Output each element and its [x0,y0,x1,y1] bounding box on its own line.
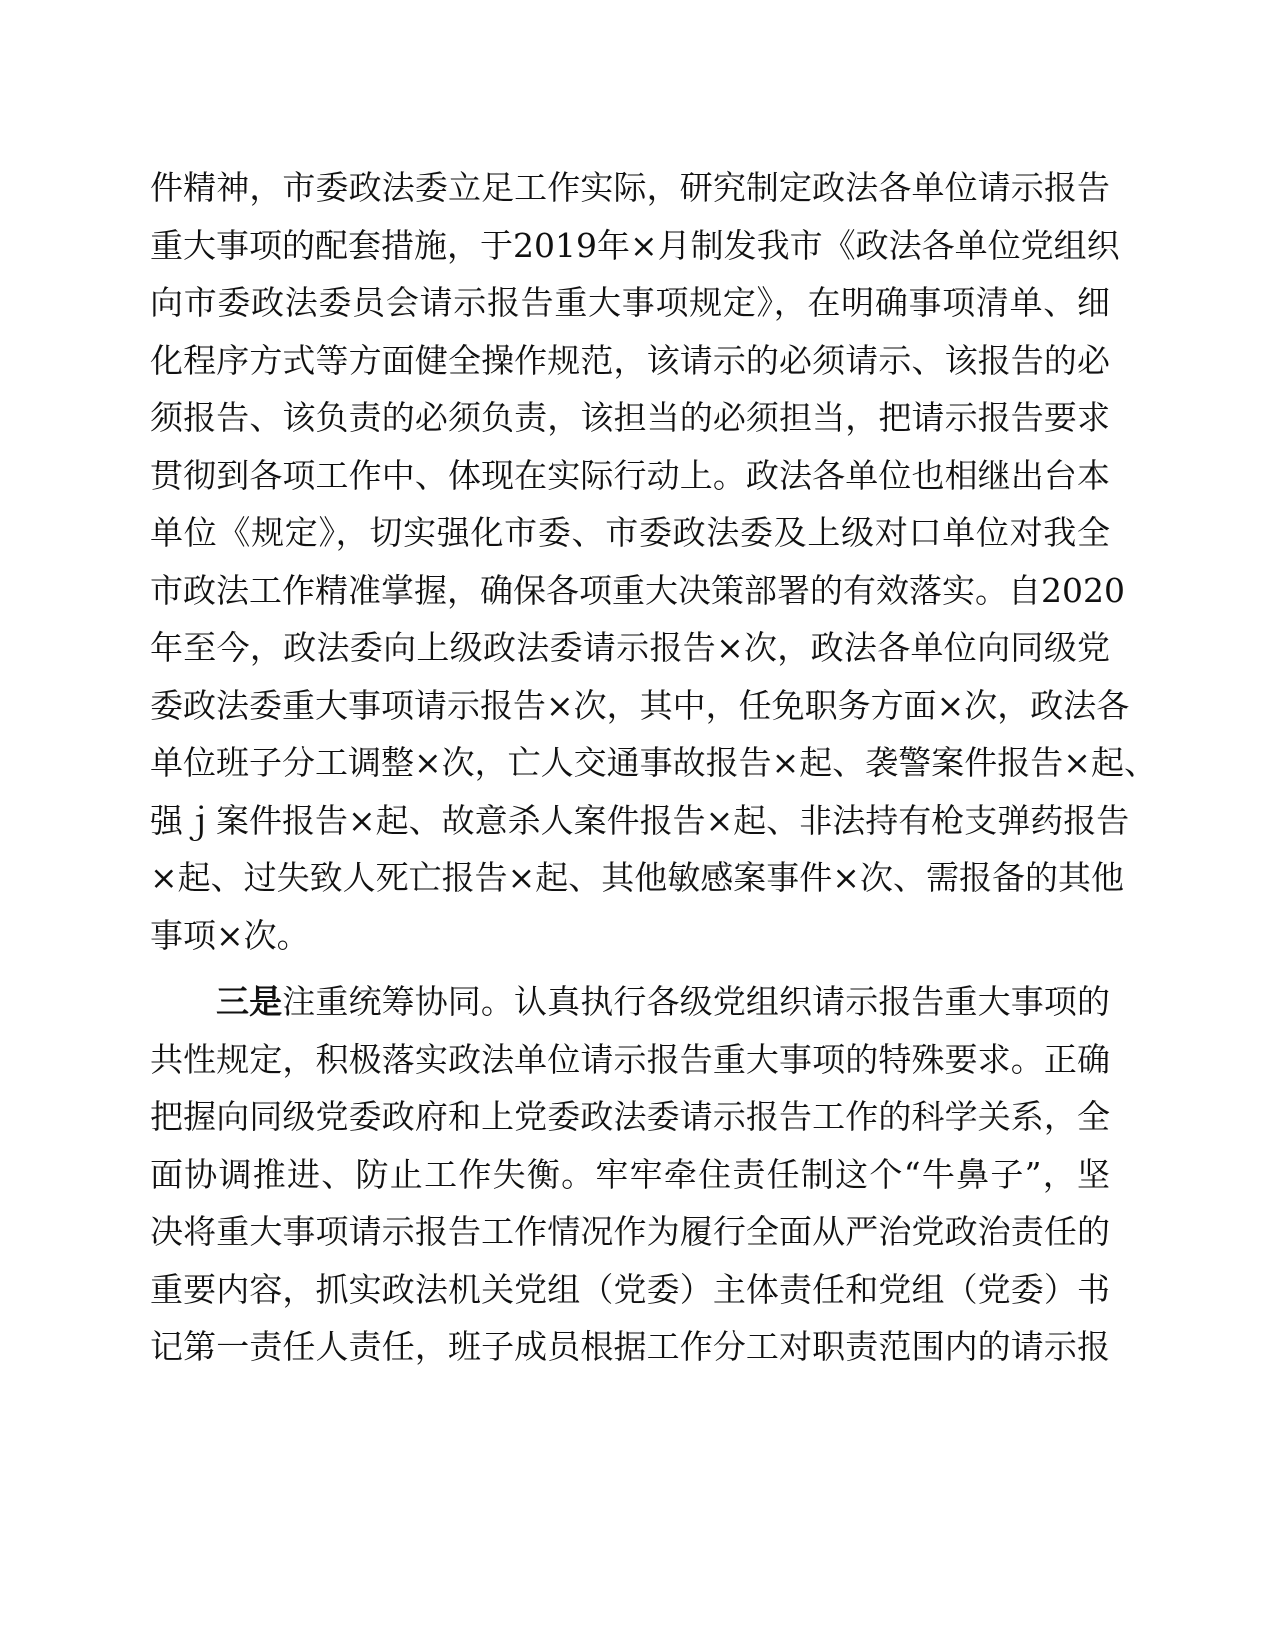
text-line: 须报告、该负责的必须负责，该担当的必须担当，把请示报告要求 [150,398,1110,437]
paragraph-reporting-measures [150,159,1157,964]
text-line: 记第一责任人责任，班子成员根据工作分工对职责范围内的请示报 [150,1327,1110,1366]
paragraph-coordination [150,973,1110,1376]
text-line: 事项×次。 [150,915,310,955]
text-line: 强ｊ案件报告×起、故意杀人案件报告×起、非法持有枪支弹药报告 [150,800,1130,840]
text-line: 把握向同级党委政府和上党委政法委请示报告工作的科学关系，全 [150,1097,1110,1136]
text-line: 向市委政法委员会请示报告重大事项规定》，在明确事项清单、细 [150,283,1110,322]
text-line: 面协调推进、防止工作失衡。牢牢牵住责任制这个“牛鼻子”，坚 [150,1154,1110,1194]
text-line: 决将重大事项请示报告工作情况作为履行全面从严治党政治责任的 [150,1212,1110,1251]
text-line: 单位班子分工调整×次，亡人交通事故报告×起、袭警案件报告×起、 [150,743,1157,782]
text-line: 化程序方式等方面健全操作规范，该请示的必须请示、该报告的必 [150,340,1110,380]
text-line: 贯彻到各项工作中、体现在实际行动上。政法各单位也相继出台本 [150,455,1110,495]
text-line: 委政法委重大事项请示报告×次，其中，任免职务方面×次，政法各 [150,685,1130,725]
text-line: 件精神，市委政法委立足工作实际，研究制定政法各单位请示报告 [150,168,1110,207]
text-line: 重要内容，抓实政法机关党组（党委）主体责任和党组（党委）书 [150,1269,1110,1309]
text-line: 重大事项的配套措施，于2019年×月制发我市《政法各单位党组织 [150,225,1120,265]
text-line: 共性规定，积极落实政法单位请示报告重大事项的特殊要求。正确 [150,1039,1110,1079]
paragraph-first-line [150,973,1110,1031]
text-line: 市政法工作精准掌握，确保各项重大决策部署的有效落实。自2020 [150,570,1125,610]
text-line: 单位《规定》，切实强化市委、市委政法委及上级对口单位对我全 [150,513,1110,552]
text-fragment: 注重统筹协同。认真执行各级党组织请示报告重大事项的 [282,982,1111,1021]
text-line: ×起、过失致人死亡报告×起、其他敏感案事件×次、需报备的其他 [150,858,1124,897]
section-lead: 三是 [216,982,283,1021]
text-line: 年至今，政法委向上级政法委请示报告×次，政法各单位向同级党 [150,628,1110,667]
